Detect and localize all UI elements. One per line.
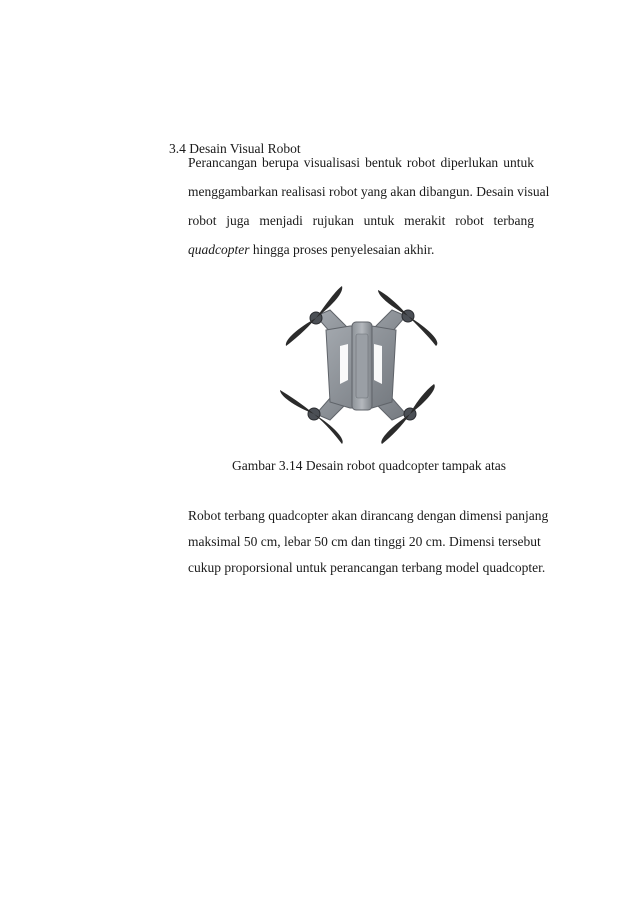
paragraph-line: Robot terbang quadcopter akan dirancang dengan dimensi panjang: [188, 508, 549, 523]
paragraph-visual-design: [188, 155, 550, 271]
figure-caption: Gambar 3.14 Desain robot quadcopter tampak atas: [232, 458, 507, 473]
quadcopter-drone-image: [274, 282, 448, 450]
paragraph-dimensions: [188, 508, 549, 586]
italic-term: quadcopter: [188, 242, 250, 257]
paragraph-line: Perancangan berupa visualisasi bentuk robot diperlukan untuk: [188, 155, 534, 170]
paragraph-line: cukup proporsional untuk perancangan terbang model quadcopter.: [188, 560, 546, 575]
paragraph-line: maksimal 50 cm, lebar 50 cm dan tinggi 20 cm. Dimensi tersebut: [188, 534, 541, 549]
quadcopter-figure: [274, 282, 448, 450]
paragraph-line: menggambarkan realisasi robot yang akan dibangun. Desain visual: [188, 184, 550, 199]
paragraph-line: [188, 242, 534, 271]
paragraph-line-rest: hingga proses penyelesaian akhir.: [249, 242, 435, 257]
section-heading: 3.4 Desain Visual Robot: [169, 141, 301, 156]
paragraph-line: robot juga menjadi rujukan untuk merakit robot terbang: [188, 213, 534, 228]
